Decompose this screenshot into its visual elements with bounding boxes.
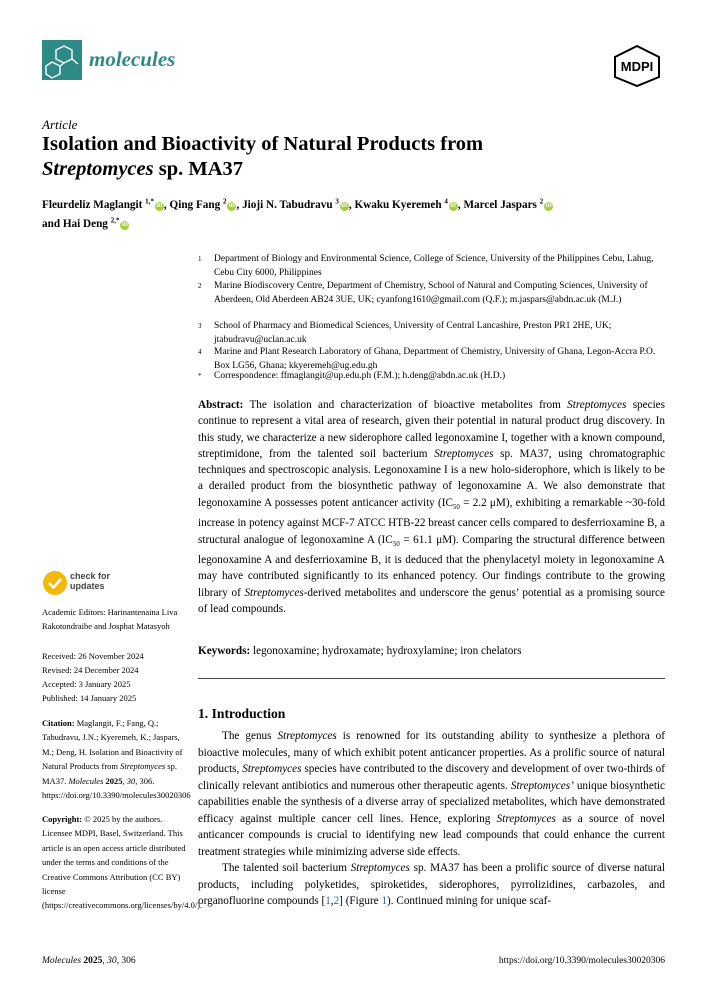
article-title — [42, 132, 642, 182]
article-type: Article — [42, 117, 78, 132]
author[interactable]: Fleurdeliz Maglangit $^{1,*}$iD — [42, 197, 163, 211]
citation: Citation: Maglangit, F.; Fang, Q.; Tabudravu, J.N.; Kyeremeh, K.; Jaspars, M.; Deng, H. Isolation and Bioactivity of Natural Products from Streptomyces sp. MA37. Molecules 2025, 30, 306. https://doi.org/10.3390/molecules30020306 — [42, 718, 191, 801]
academic-editors: Academic Editors: Harinantenaina Liva Rakotondraibe and Josphat Matasyoh — [42, 607, 178, 632]
author-list: Fleurdeliz Maglangit $^{1,*}$iD , Qing Fang $^2$iD , Jioji N. Tabudravu $^3$iD , Kwaku Kyeremeh $^4$iD , Marcel Jaspars $^2$iD and Hai Deng $^{2,*}$iD — [42, 197, 552, 230]
author[interactable]: Kwaku Kyeremeh $^4$iD — [354, 197, 457, 211]
paragraph: The genus Streptomyces is renowned for its outstanding ability to synthesize a plethora of bioactive molecules, many of which exhibit potent anticancer properties. As a prolific source of natural products, Streptomyces species have contributed to the discovery and development of over two-thirds of clinically relevant antibiotics and numerous other therapeutic agents. Streptomyces’ unique biosynthetic capabilities enable the synthesis of a diverse array of specialized metabolites, which have demonstrated efficacy against multiple cancer cell lines. Hence, exploring Streptomyces as a source of novel anticancer compounds is crucial to identifying new lead compounds that could enhance the current treatment strategies while minimizing adverse side effects. — [198, 730, 666, 858]
section-body — [198, 728, 665, 910]
orcid-icon[interactable]: iD — [156, 203, 163, 209]
orcid-icon[interactable]: iD — [545, 203, 552, 209]
journal-logo — [42, 40, 82, 80]
mdpi-logo — [611, 44, 663, 88]
orcid-icon[interactable]: iD — [228, 203, 235, 209]
author[interactable]: Qing Fang $^2$iD — [169, 197, 235, 211]
journal-name: molecules — [89, 47, 176, 71]
affiliation: 1 Department of Biology and Environmental Science, College of Science, University of the Philippines Cebu, Lahug, Cebu City 6000, Philippines — [198, 254, 654, 278]
title-line-1: Isolation and Bioactivity of Natural Products from — [42, 133, 484, 155]
divider — [198, 678, 665, 679]
section-heading: 1. Introduction — [198, 706, 286, 721]
received-date: Received: 26 November 2024 — [42, 651, 144, 661]
reference-link[interactable]: 2 — [333, 895, 340, 907]
abstract-label: Abstract: — [198, 399, 244, 411]
keywords-label: Keywords: — [198, 645, 251, 657]
accepted-date: Accepted: 3 January 2025 — [42, 679, 131, 689]
paragraph: The talented soil bacterium Streptomyces sp. MA37 has been a prolific source of diverse natural products, including polyketides, spiroketides, siderophores, pyrrolizidines, carbazoles, and organofluorine compounds [1,2] (Figure 1). Continued mining for unique scaf- — [198, 862, 665, 907]
copyright: Copyright: © 2025 by the authors. Licensee MDPI, Basel, Switzerland. This article is an open access article distributed under the terms and conditions of the Creative Commons Attribution (CC BY) license (https://creativecommons.org/licenses/by/4.0/). — [42, 814, 203, 911]
reference-link[interactable]: 1 — [325, 895, 331, 907]
author[interactable]: Hai Deng $^{2,*}$iD — [62, 216, 128, 230]
publisher-logo-icon — [611, 44, 663, 88]
orcid-icon[interactable]: iD — [121, 222, 128, 228]
check-updates-icon — [42, 570, 68, 596]
figure-link[interactable]: 1 — [381, 895, 388, 907]
revised-date: Revised: 24 December 2024 — [42, 665, 139, 675]
publisher-name: MDPI — [620, 59, 654, 74]
footer-doi[interactable]: https://doi.org/10.3390/molecules30020306 — [498, 956, 665, 966]
abstract: Abstract: The isolation and characterization of bioactive metabolites from Streptomyces species continue to represent a vital area of research, given their potential in natural product drug discovery. In this study, we characterize a new siderophore called legonoxamine I, together with a known compound, streptimidone, from the talented soil bacterium Streptomyces sp. MA37, using chromatographic techniques and spectroscopic analysis. Legonoxamine I is a new holo-siderophore, which is likely to be a derailed product from the biosynthetic pathway of legonoxamine A. We also demonstrate that legonoxamine A possesses potent anticancer activity ($IC_{50} = 2.2$ μM), exhibiting a remarkable ~30-fold increase in potency against MCF-7 ATCC HTB-22 breast cancer cells compared to desferrioxamine B, a structural analogue of legonoxamine A ($IC_{50} = 61.1$ μM). Comparing the structural difference between legonoxamine A and desferrioxamine B, it is deduced that the phenylacetyl moiety in legonoxamine A may have contributed significantly to its enhanced potency. Our findings contribute to the growing library of Streptomyces-derived metabolites and underscore the genus’ potential as a promising source of lead compounds. — [198, 399, 665, 616]
check-for-updates-badge[interactable]: check for updates — [42, 569, 152, 597]
published-date: Published: 14 January 2025 — [42, 693, 137, 703]
orcid-icon[interactable]: iD — [341, 203, 348, 209]
affiliation: 4 Marine and Plant Research Laboratory of Ghana, Department of Chemistry, University of Ghana, Legon-Accra P.O. Box LG56, Ghana; kkyeremeh@ug.edu.gh — [198, 347, 656, 371]
orcid-icon[interactable]: iD — [450, 203, 457, 209]
footer-citation: Molecules 2025, 30, 306 — [42, 956, 136, 966]
molecule-icon — [42, 40, 82, 80]
affiliation: 3 School of Pharmacy and Biomedical Sciences, University of Central Lancashire, Preston PR1 2HE, UK; jtabudravu@uclan.ac.uk — [198, 321, 612, 345]
affiliation: 2 Marine Biodiscovery Centre, Department of Chemistry, School of Natural and Computing Sciences, University of Aberdeen, Old Aberdeen AB24 3UE, UK; cyanfong1610@gmail.com (Q.F.); m.jaspars@abdn.ac.uk (M.J.) — [198, 281, 648, 305]
title-line-2: Streptomyces sp. MA37 — [42, 158, 244, 180]
keywords: Keywords: legonoxamine; hydroxamate; hydroxylamine; iron chelators — [198, 645, 522, 657]
author[interactable]: Jioji N. Tabudravu $^3$iD — [242, 197, 348, 211]
author[interactable]: Marcel Jaspars $^2$iD — [463, 197, 552, 211]
correspondence: * Correspondence: ffmaglangit@up.edu.ph (F.M.); h.deng@abdn.ac.uk (H.D.) — [198, 371, 506, 381]
